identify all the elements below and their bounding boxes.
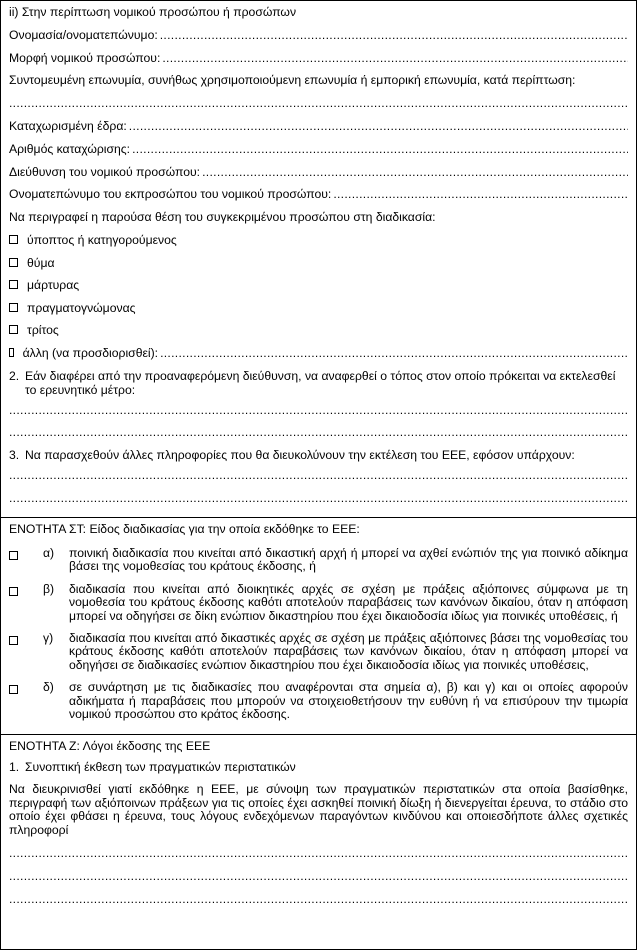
option-label: τρίτος (27, 323, 59, 338)
fill-dots (160, 28, 628, 43)
section-heading: ii) Στην περίπτωση νομικού προσώπου ή προσώπων (9, 5, 297, 19)
checkbox[interactable] (9, 325, 18, 334)
option-letter: δ) (43, 680, 54, 695)
field-label: Καταχωρισμένη έδρα: (9, 118, 127, 133)
role-option-victim[interactable] (9, 256, 628, 271)
question-number: 3. (9, 448, 20, 463)
question-number: 2. (9, 368, 20, 383)
fill-dots (162, 51, 628, 66)
question-2 (9, 369, 628, 397)
question-2-line-2[interactable] (9, 425, 628, 440)
field-label: Ονομασία/ονοματεπώνυμο: (9, 27, 158, 42)
procedure-option-a[interactable] (9, 547, 628, 574)
summary-line-2[interactable] (9, 869, 628, 884)
checkbox[interactable] (9, 348, 14, 357)
option-text: σε συνάρτηση με τις διαδικασίες που αναφέρονται στα σημεία α), β) και γ) και οι οποίες αφορούν αδικήματα ή παραβάσεις που μπορούν να στοιχειοθετήσουν την ευθύνη ή να επισύρουν την τιμωρία νομικού προσώπου στο κράτος έκδοσης. (69, 680, 628, 722)
field-label: Ονοματεπώνυμο του εκπροσώπου του νομικού προσώπου: (9, 187, 332, 202)
registration-number-field[interactable] (9, 142, 628, 157)
registered-seat-field[interactable] (9, 119, 628, 134)
summary-line-1[interactable] (9, 846, 628, 861)
summary-subheading (9, 760, 628, 774)
option-label: θύμα (27, 255, 55, 270)
role-option-witness[interactable] (9, 278, 628, 293)
summary-instructions: Να διευκρινισθεί γιατί εκδόθηκε η ΕΕΕ, με σύνοψη των πραγματικών περιστατικών στα οποία βασίσθηκε, περιγραφή των αξιόποινων πράξεων για τις οποίες έχει ασκηθεί ποινική δίωξη ή διενεργείται έρευνα, το στάδιο στο οποίο έχει φθάσει η έρευνα, τους λόγους ενδεχόμενων παραγόντων κινδύνου και οποιεσδήποτε άλλες σχετικές πληροφορί (9, 782, 628, 837)
question-3-line-1[interactable] (9, 468, 628, 483)
field-label: Αριθμός καταχώρισης: (9, 141, 131, 156)
option-letter: α) (43, 546, 55, 560)
subheading-number: 1. (9, 760, 20, 774)
question-3 (9, 448, 628, 462)
question-2-line-1[interactable] (9, 403, 628, 418)
short-name-label: Συντομευμένη επωνυμία, συνήθως χρησιμοποιούμενη επωνυμία ή εμπορική επωνυμία, κατά περίπτωση: (9, 73, 576, 88)
checkbox[interactable] (9, 587, 18, 596)
option-letter: β) (43, 581, 55, 596)
short-name-field[interactable] (9, 96, 628, 111)
question-text: Εάν διαφέρει από την προαναφερόμενη διεύθυνση, να αναφερθεί ο τόπος στον οποίο πρόκειται να εκτελεσθεί το ερευνητικό μέτρο: (25, 368, 616, 397)
option-text: διαδικασία που κινείται από διοικητικές αρχές σε σχέση με πράξεις αξιόποινες σύμφωνα με τη νομοθεσία του κράτους έκδοσης καθότι αποτελούν παραβάσεις των κανόνων δικαίου, όταν η απόφαση μπορεί να οδηγήσει σε δίκη ενώπιον δικαστηρίου που έχει δικαιοδοσία ιδίως για ποινικές υποθέσεις, ή (69, 581, 628, 623)
procedure-option-d[interactable] (9, 681, 628, 721)
field-label: Μορφή νομικού προσώπου: (9, 50, 161, 65)
option-label: άλλη (να προσδιορισθεί): (22, 345, 159, 360)
address-field[interactable] (9, 165, 628, 180)
role-question: Να περιγραφεί η παρούσα θέση του συγκεκριμένου προσώπου στη διαδικασία: (9, 210, 436, 225)
option-text: διαδικασία που κινείται από δικαστικές αρχές σε σχέση με πράξεις αξιόποινες βάσει της νομοθεσίας του κράτους έκδοσης καθότι αποτελούν παραβάσεις των κανόνων δικαίου, όταν η απόφαση μπορεί να οδηγήσει σε διαδικασίες ενώπιον δικαστηρίου που έχει δικαιοδοσία ιδίως για ποινικές υποθέσεις, (69, 631, 628, 672)
legal-person-section (1, 1, 636, 518)
checkbox[interactable] (9, 303, 18, 312)
role-option-third-party[interactable] (9, 323, 628, 338)
field-label: Διεύθυνση του νομικού προσώπου: (9, 164, 201, 179)
role-option-suspect[interactable] (9, 233, 628, 248)
option-label: ύποπτος ή κατηγορούμενος (27, 232, 177, 247)
subheading-text: Συνοπτική έκθεση των πραγματικών περιστατικών (25, 760, 296, 774)
fill-dots (333, 187, 628, 202)
summary-line-3[interactable] (9, 892, 628, 907)
procedure-option-b[interactable] (9, 583, 628, 623)
legal-form-field[interactable] (9, 51, 628, 66)
question-3-line-2[interactable] (9, 491, 628, 506)
checkbox[interactable] (9, 258, 18, 267)
role-option-expert[interactable] (9, 301, 628, 316)
fill-dots (129, 119, 628, 134)
name-field[interactable] (9, 28, 628, 43)
checkbox[interactable] (9, 551, 18, 560)
fill-dots (132, 142, 628, 157)
checkbox[interactable] (9, 235, 18, 244)
checkbox[interactable] (9, 636, 18, 645)
grounds-section (1, 735, 636, 947)
section-heading: ΕΝΟΤΗΤΑ ΣΤ: Είδος διαδικασίας για την οποία εκδόθηκε το ΕΕΕ: (9, 522, 360, 536)
question-text: Να παρασχεθούν άλλες πληροφορίες που θα διευκολύνουν την εκτέλεση του ΕΕΕ, εφόσον υπάρχουν: (25, 448, 575, 463)
option-text: ποινική διαδικασία που κινείται από δικαστική αρχή ή μπορεί να αχθεί ενώπιόν της για ποινικό αδίκημα βάσει της νομοθεσίας του κράτους έκδοσης, ή (69, 546, 628, 574)
option-label: πραγματογνώμονας (27, 300, 136, 315)
representative-field[interactable] (9, 187, 628, 202)
section-heading: ΕΝΟΤΗΤΑ Ζ: Λόγοι έκδοσης της ΕΕΕ (9, 739, 211, 753)
procedure-option-c[interactable] (9, 632, 628, 672)
fill-dots (160, 346, 628, 361)
role-option-other[interactable] (9, 346, 628, 361)
option-letter: γ) (43, 631, 54, 646)
checkbox[interactable] (9, 280, 18, 289)
checkbox[interactable] (9, 685, 18, 694)
fill-dots (202, 165, 628, 180)
option-label: μάρτυρας (27, 278, 80, 293)
procedure-type-section (1, 518, 636, 735)
